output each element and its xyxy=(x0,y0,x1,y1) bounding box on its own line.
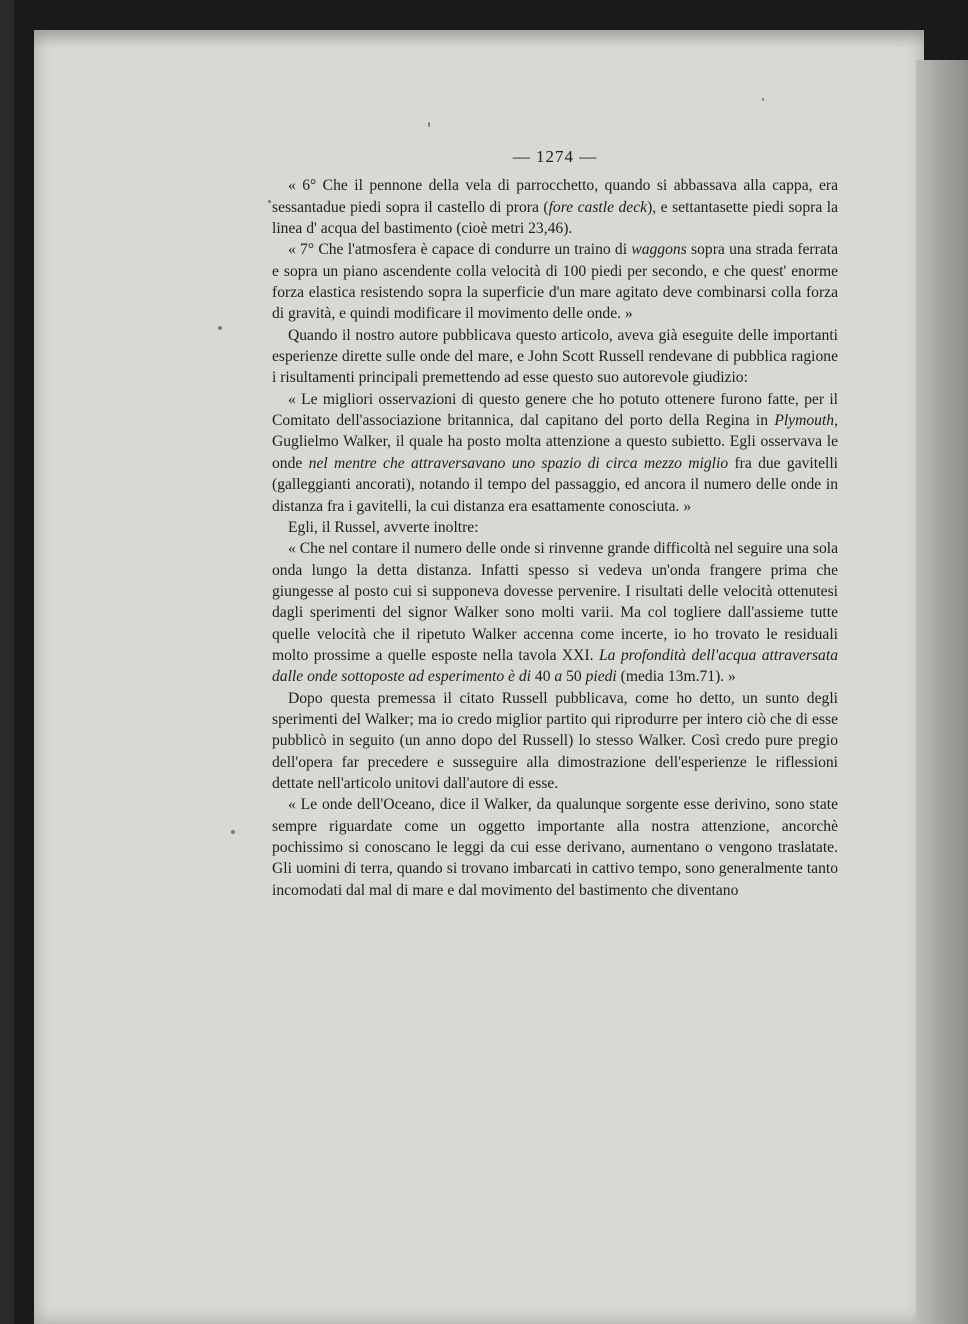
text-run: 50 xyxy=(562,668,586,686)
italic-text: fore castle deck xyxy=(548,198,648,216)
text-run: Egli, il Russel, avverte inoltre: xyxy=(288,518,479,536)
paragraph xyxy=(272,175,838,239)
paragraph xyxy=(272,325,838,389)
italic-text: nel mentre che attraversavano uno spazio di circa mezzo miglio xyxy=(308,454,729,472)
paragraph xyxy=(272,239,838,324)
italic-text: a xyxy=(554,668,563,686)
italic-text: La profondità dell'acqua attraversata dalle onde sottoposte ad esperimento è di xyxy=(272,646,838,686)
text-run: « Le onde dell'Oceano, dice il Walker, da qualunque sorgente esse derivino, sono state sempre riguardate come un oggetto importante alla nostra attenzione, ancorchè pochissimo si conoscano le leggi da cui esse derivano, aumentano o vengono traslatate. Gli uomini di terra, quando si trovano imbarcati in cattivo tempo, sono generalmente tanto incomodati dal mal di mare e dal movimento del bastimento che diventano xyxy=(272,796,838,899)
paragraph xyxy=(272,538,838,687)
page-body xyxy=(272,146,838,901)
italic-text: Plymouth xyxy=(774,412,835,430)
text-run: « Le migliori osservazioni di questo genere che ho potuto ottenere furono fatte, per il Comitato dell'associazione britannica, dal capitano del porto della Regina in xyxy=(272,390,838,430)
italic-text: waggons xyxy=(631,241,687,259)
page-edge-right xyxy=(916,60,968,1324)
page-top-shadow xyxy=(34,30,924,48)
text-run: sopra una strada ferrata e sopra un piano ascendente colla velocità di 100 piedi per secondo, e che quest' enorme forza elastica resistendo sopra la superficie d'un mare agitato deve combinarsi colla forza di gravità, e quindi modificare il movimento delle onde. » xyxy=(272,241,838,323)
text-run: ), e settantasette piedi sopra la linea d' acqua del bastimento (cioè metri 23,46). xyxy=(272,198,839,238)
text-run: 40 xyxy=(531,668,555,686)
paragraph-list xyxy=(272,175,838,901)
page-number: — 1274 — xyxy=(512,147,598,166)
paragraph xyxy=(272,517,838,538)
text-run: Quando il nostro autore pubblicava questo articolo, aveva già eseguite delle importanti esperienze dirette sulle onde del mare, e John Scott Russell rendevane di pubblica ragione i risultamenti principali premettendo ad esse questo suo autorevole giudizio: xyxy=(272,326,838,387)
text-run: (media 13m.71). » xyxy=(616,668,736,686)
italic-text: piedi xyxy=(585,668,617,686)
text-run: « 6° Che il pennone della vela di parrocchetto, quando si abbassava alla cappa, era sessantadue piedi sopra il castello di prora ( xyxy=(272,177,838,216)
paragraph xyxy=(272,794,838,901)
text-run: Dopo questa premessa il citato Russell pubblicava, come ho detto, un sunto degli sperimenti del Walker; ma io credo miglior partito qui riprodurre per intero ciò che di esse pubblicò in seguito (un anno dopo del Russell) lo stesso Walker. Così credo pure pregio dell'opera far precedere e susseguire alla dimostrazione dell'esperienze le riflessioni dettate nell'articolo unitovi dall'autore di esse. xyxy=(272,689,838,792)
text-run: « 7° Che l'atmosfera è capace di condurre un traino di xyxy=(288,241,632,259)
text-run: , Guglielmo Walker, il quale ha posto molta attenzione a questo subietto. Egli osservava le onde xyxy=(272,412,838,472)
paragraph xyxy=(272,389,838,517)
scan-edge-left xyxy=(0,0,14,1324)
text-run: fra due gavitelli (galleggianti ancorati), notando il tempo del passaggio, ed ancora il numero delle onde in distanza fra i gavitelli, la cui distanza era esattamente conosciuta. » xyxy=(272,454,838,515)
text-run: « Che nel contare il numero delle onde si rinvenne grande difficoltà nel seguire una sola onda lungo la detta distanza. Infatti spesso si vedeva un'onda frangere prima che giungesse al posto cui si supponeva dovesse pervenire. I risultati delle velocità ottenutesi dagli sperimenti del signor Walker sono molti varii. Ma col togliere dall'assieme tutte quelle velocità che il ripetuto Walker accenna come incerte, io ho trovato le residuali molto prossime a quelle esposte nella tavola XXI. xyxy=(272,540,838,664)
paragraph xyxy=(272,688,838,795)
